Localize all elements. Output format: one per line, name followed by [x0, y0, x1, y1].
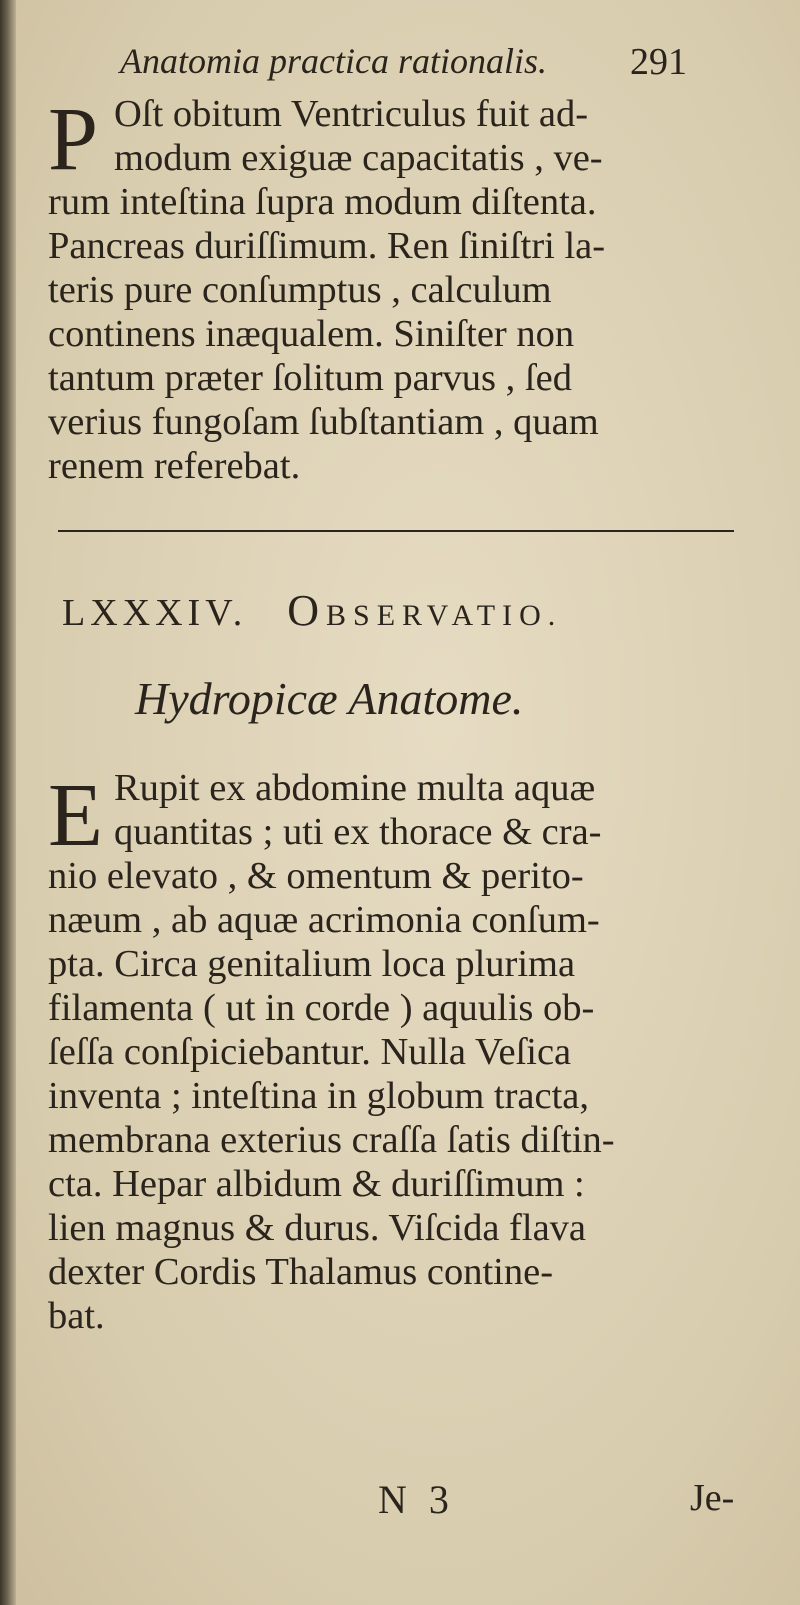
signature-mark: N 3 [378, 1477, 455, 1522]
text-line: dexter Cordis Thalamus contine- [48, 1251, 554, 1293]
page-header [110, 40, 750, 90]
text-line: bat. [48, 1295, 105, 1337]
observation-word-rest: BSERVATIO. [326, 599, 563, 632]
observation-numeral: LXXXIV. [62, 592, 248, 634]
paragraph-2 [48, 766, 738, 1338]
page-number: 291 [630, 41, 687, 83]
observation-word [287, 586, 563, 635]
catchword: Je- [690, 1477, 735, 1519]
text-line: rum inteſtina ſupra modum diſtenta. [48, 181, 597, 223]
book-spine-shadow [0, 0, 16, 1605]
text-line: verius fungoſam ſubſtantiam , quam [48, 401, 599, 443]
text-line: filamenta ( ut in corde ) aquulis ob- [48, 987, 595, 1029]
text-line: Pancreas duriſſimum. Ren ſiniſtri la- [48, 225, 606, 267]
observation-word-initial: O [287, 586, 327, 635]
observation-heading [62, 585, 742, 636]
drop-cap: E [48, 766, 103, 865]
text-line: continens inæqualem. Siniſter non [48, 313, 575, 355]
text-line: membrana exterius craſſa ſatis diſtin- [48, 1119, 615, 1161]
observation-subtitle: Hydropicæ Anatome. [135, 673, 524, 724]
text-line: inventa ; inteſtina in globum tracta, [48, 1075, 589, 1117]
running-title: Anatomia practica rationalis. [120, 41, 547, 81]
text-line: lien magnus & durus. Viſcida flava [48, 1207, 587, 1249]
section-divider [58, 530, 734, 532]
text-line: næum , ab aquæ acrimonia conſum- [48, 899, 600, 941]
text-line: ſeſſa conſpiciebantur. Nulla Veſica [48, 1031, 572, 1073]
text-line: cta. Hepar albidum & duriſſimum : [48, 1163, 585, 1205]
text-line: modum exiguæ capacitatis , ve- [114, 137, 603, 179]
paragraph-1 [48, 92, 738, 488]
drop-cap: P [48, 90, 99, 189]
text-line: Rupit ex abdomine multa aquæ [114, 767, 596, 809]
text-line: renem referebat. [48, 445, 301, 487]
text-line: pta. Circa genitalium loca plurima [48, 943, 576, 985]
text-line: Oſt obitum Ventriculus fuit ad- [114, 93, 589, 135]
text-line: tantum præter ſolitum parvus , ſed [48, 357, 572, 399]
text-line: nio elevato , & omentum & perito- [48, 855, 584, 897]
text-line: teris pure conſumptus , calculum [48, 269, 552, 311]
text-line: quantitas ; uti ex thorace & cra- [114, 811, 602, 853]
